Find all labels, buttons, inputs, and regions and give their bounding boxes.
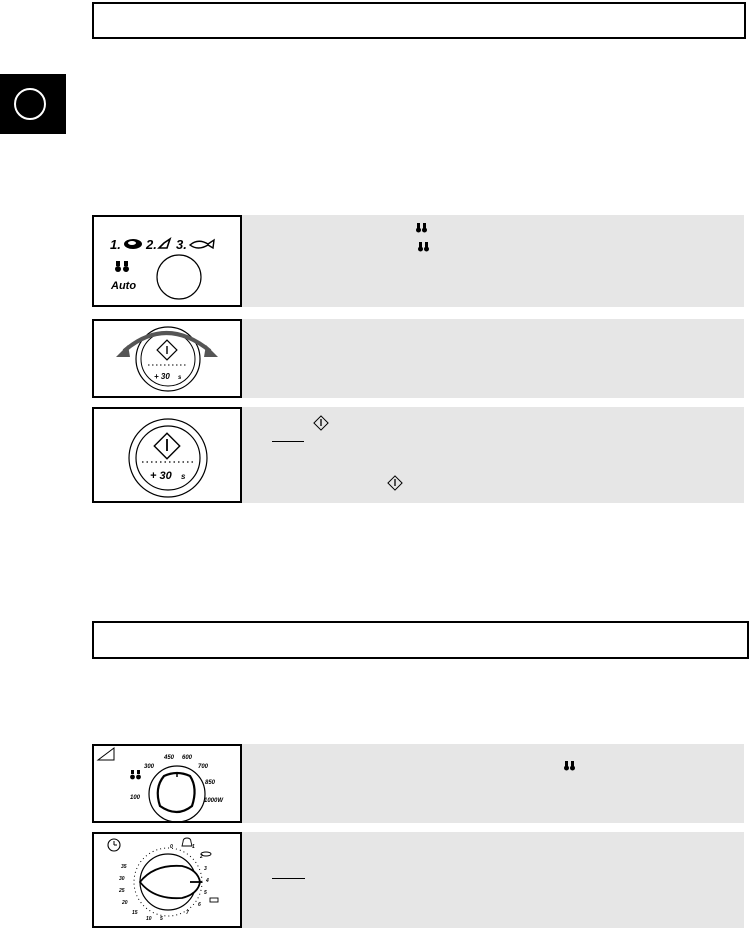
category-3-label: 3. <box>176 237 187 252</box>
power-symbol-icon <box>98 748 114 760</box>
timer-tick-5: 5 <box>160 916 163 922</box>
category-2-label: 2. <box>146 237 157 252</box>
power-tick-300: 300 <box>144 764 155 770</box>
language-tab <box>0 74 66 134</box>
timer-tick-20: 20 <box>122 900 128 906</box>
plus-30-label: + 30 <box>154 372 170 381</box>
defrost-icon <box>130 770 141 779</box>
timer-tick-10: 10 <box>146 916 152 922</box>
note-underline <box>272 441 304 442</box>
auto-knob <box>157 255 201 299</box>
language-ring-icon <box>14 88 46 120</box>
timer-tick-25: 25 <box>119 888 125 894</box>
auto-label: Auto <box>111 280 137 292</box>
power-dial-illustration <box>92 744 242 823</box>
timer-tick-5-min: 5 <box>204 890 207 896</box>
timer-tick-30: 30 <box>119 876 125 882</box>
section-header-box-1 <box>92 2 746 39</box>
clock-icon <box>108 839 120 851</box>
poultry-icon <box>159 239 170 248</box>
timer-tick-15: 15 <box>132 910 138 916</box>
defrost-icon <box>115 261 129 272</box>
timer-tick-4: 4 <box>206 878 209 884</box>
start-icon <box>157 340 177 360</box>
power-tick-850: 850 <box>205 780 216 786</box>
power-tick-1000w: 1000W <box>204 798 224 804</box>
seconds-unit-label: s <box>178 375 182 381</box>
start-button-illustration <box>92 407 242 503</box>
seconds-unit-label: s <box>181 472 186 481</box>
defrost-icon <box>564 761 576 773</box>
step-1-text-panel <box>242 215 744 307</box>
note-underline <box>272 878 305 879</box>
timer-tick-6: 6 <box>198 902 201 908</box>
timer-tick-3: 3 <box>204 866 207 872</box>
defrost-icon <box>416 223 428 235</box>
timer-dial-illustration <box>92 832 242 928</box>
start-icon <box>154 433 179 458</box>
category-1-label: 1. <box>110 237 121 252</box>
timer-tick-35: 35 <box>121 864 127 870</box>
rotary-start-knob-illustration <box>92 319 242 398</box>
step-2-text-panel <box>242 319 744 398</box>
meat-icon <box>124 239 142 249</box>
start-icon <box>387 475 403 491</box>
timer-tick-2: 2 <box>200 854 203 860</box>
timer-tick-7: 7 <box>186 910 189 916</box>
fish-icon <box>190 240 214 248</box>
pot-icon <box>210 898 218 902</box>
power-knob <box>158 773 195 812</box>
start-icon <box>313 415 329 431</box>
auto-dial-illustration <box>92 215 242 307</box>
power-tick-600: 600 <box>182 755 193 761</box>
power-tick-450: 450 <box>164 755 175 761</box>
bell-icon <box>182 838 192 846</box>
rotate-right-arrow-icon <box>204 345 218 357</box>
step-5-text-panel <box>242 832 744 928</box>
section-header-box-2 <box>92 621 749 659</box>
plus-30-label: + 30 <box>150 470 172 482</box>
defrost-icon <box>418 242 430 254</box>
rotate-left-arrow-icon <box>116 345 130 357</box>
timer-tick-1: 1 <box>192 844 195 850</box>
timer-tick-0: 0 <box>170 844 173 850</box>
step-4-text-panel <box>242 744 744 823</box>
power-tick-700: 700 <box>198 764 209 770</box>
step-3-text-panel <box>242 407 744 503</box>
power-tick-100: 100 <box>130 795 141 801</box>
